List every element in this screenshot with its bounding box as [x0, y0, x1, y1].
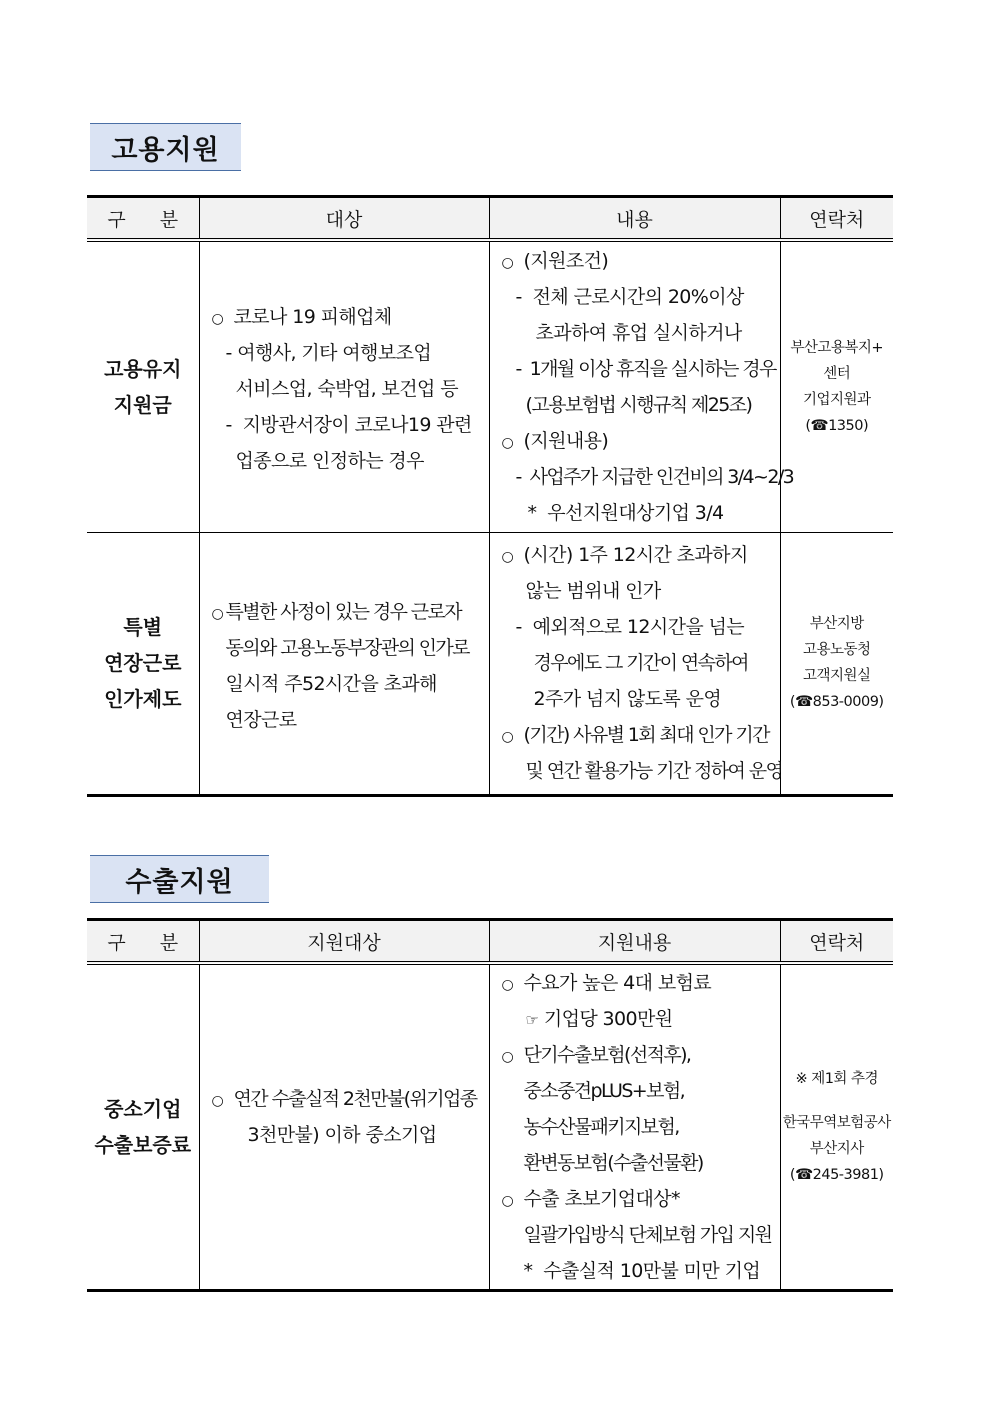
list-item: - 여행사, 기타 여행보조업: [225, 341, 432, 364]
contact-line: 기업지원과: [802, 391, 871, 408]
header-content: 지원내용: [489, 920, 780, 964]
section-title-export-support: 수출지원: [90, 855, 269, 903]
contact-line: 부산고용복지+: [790, 339, 884, 356]
contact-line: 부산지방: [809, 616, 864, 632]
row-contact: [780, 532, 893, 795]
list-item: 경우에도 그 기간이 연속하여: [533, 652, 748, 674]
contact-phone: (☎1350): [805, 417, 869, 434]
contact-phone: (☎853-0009): [789, 694, 884, 710]
header-target: 지원대상: [199, 920, 489, 964]
row-category: [87, 240, 199, 532]
list-item: ○ 연간 수출실적 2천만불(위기업종: [211, 1088, 477, 1110]
list-item: ○ 코로나 19 피해업체: [211, 305, 392, 328]
list-item: ○ (시간) 1주 12시간 초과하지: [501, 544, 748, 566]
header-target: 대상: [199, 197, 489, 241]
category-line: 중소기업: [104, 1097, 182, 1121]
export-support-table: [87, 918, 893, 1292]
list-item: 않는 범위내 인가: [525, 580, 661, 602]
list-item: 농수산물패키지보험,: [523, 1116, 679, 1138]
row-content: [489, 240, 794, 532]
contact-line: 고객지원실: [802, 668, 871, 684]
table-row: [87, 963, 893, 1291]
list-item: ○ (지원내용): [501, 429, 609, 452]
row-target: [199, 532, 489, 795]
list-item: 업종으로 인정하는 경우: [235, 449, 424, 472]
list-item: 일시적 주52시간을 초과해: [225, 673, 437, 695]
list-item: - 예외적으로 12시간을 넘는: [515, 616, 745, 638]
list-item: 일괄가입방식 단체보험 가입 지원: [523, 1224, 772, 1246]
table-row: [87, 240, 893, 532]
header-content: 내용: [489, 197, 780, 241]
contact-line: 한국무역보험공사: [782, 1115, 891, 1131]
contact-line: 부산지사: [809, 1141, 864, 1157]
list-item: (고용보험법 시행규칙 제25조): [525, 393, 752, 416]
list-item: ○ 단기수출보험(선적후),: [501, 1044, 691, 1066]
header-category: 구 분: [87, 920, 199, 964]
header-category: 구 분: [87, 197, 199, 241]
list-item: ○ (지원조건): [501, 249, 609, 272]
list-item: - 1개월 이상 휴직을 실시하는 경우: [515, 357, 776, 380]
category-line: 고용유지: [104, 356, 182, 381]
list-item: ○ 수요가 높은 4대 보험료: [501, 972, 712, 994]
employment-support-table: [87, 195, 893, 797]
contact-line: 고용노동청: [802, 642, 871, 658]
list-item: 및 연간 활용가능 기간 정하여 운영: [525, 760, 783, 782]
list-item: ☞ 기업당 300만원: [525, 1008, 673, 1030]
contact-line: 센터: [823, 365, 851, 382]
row-content: [489, 963, 780, 1291]
category-line: 연장근로: [104, 651, 182, 675]
category-line: 수출보증료: [94, 1133, 192, 1157]
list-item: 환변동보험(수출선물환): [523, 1152, 703, 1174]
table-header-row: [87, 197, 893, 241]
contact-phone: (☎245-3981): [789, 1167, 884, 1183]
category-line: 특별: [123, 615, 163, 639]
row-content: [489, 532, 783, 795]
list-item: * 우선지원대상기업 3/4: [527, 501, 724, 524]
row-category: [87, 963, 199, 1291]
section-title-employment-support: 고용지원: [90, 123, 241, 171]
list-item: 3천만불) 이하 중소기업: [247, 1124, 437, 1146]
row-category: [87, 532, 199, 795]
list-item: ○ 수출 초보기업대상*: [501, 1188, 680, 1210]
list-item: 동의와 고용노동부장관의 인가로: [225, 637, 469, 659]
row-target: [199, 963, 489, 1291]
list-item: 중소중견pLUS+보험,: [523, 1080, 685, 1102]
list-item: - 사업주가 지급한 인건비의 3/4~2/3: [515, 465, 794, 488]
category-line: 지원금: [113, 392, 172, 417]
pointing-hand-icon: ☞: [525, 1011, 539, 1029]
contact-note: ※ 제1회 추경: [795, 1071, 879, 1087]
list-item: 연장근로: [225, 709, 297, 731]
list-item: * 수출실적 10만불 미만 기업: [523, 1260, 761, 1282]
row-contact: [780, 240, 893, 532]
table-header-row: [87, 920, 893, 964]
list-item: 2주가 넘지 않도록 운영: [533, 688, 722, 710]
list-item: - 지방관서장이 코로나19 관련: [225, 413, 472, 436]
row-contact: [780, 963, 893, 1291]
list-item: ○ 특별한 사정이 있는 경우 근로자: [211, 601, 462, 623]
list-item: 서비스업, 숙박업, 보건업 등: [235, 377, 458, 400]
list-item: ○ (기간) 사유별 1회 최대 인가 기간: [501, 724, 769, 746]
category-line: 인가제도: [104, 687, 182, 711]
list-item: - 전체 근로시간의 20%이상: [515, 285, 744, 308]
row-target: [199, 240, 489, 532]
header-contact: 연락처: [780, 197, 893, 241]
header-contact: 연락처: [780, 920, 893, 964]
table-row: [87, 532, 893, 795]
list-item: 초과하여 휴업 실시하거나: [535, 321, 742, 344]
